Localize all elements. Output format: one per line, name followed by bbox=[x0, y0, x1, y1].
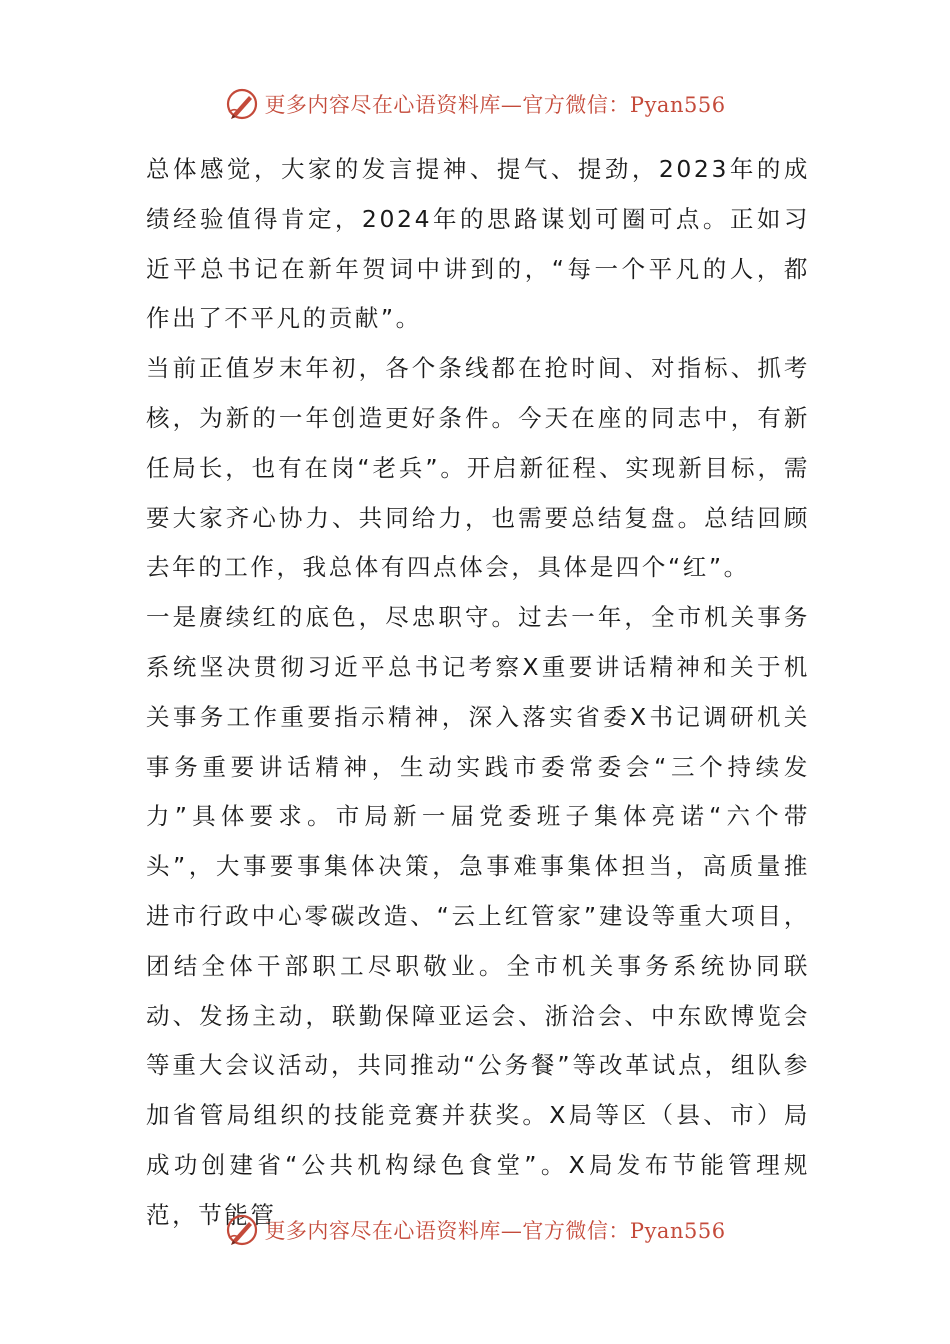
footer-watermark-banner bbox=[0, 1210, 950, 1250]
pen-logo-icon bbox=[224, 86, 260, 122]
document-body bbox=[146, 145, 810, 1241]
header-watermark-banner bbox=[0, 84, 950, 124]
paragraph: 当前正值岁末年初，各个条线都在抢时间、对指标、抓考核，为新的一年创造更好条件。今天在座的同志中，有新任局长，也有在岗“老兵”。开启新征程、实现新目标，需要大家齐心协力、共同给力，也需要总结复盘。总结回顾去年的工作，我总体有四点体会，具体是四个“红”。 bbox=[146, 354, 810, 582]
watermark-text: 更多内容尽在心语资料库—官方微信：Pyan556 bbox=[264, 1219, 726, 1243]
pen-logo-icon bbox=[224, 1212, 260, 1248]
paragraph: 一是赓续红的底色，尽忠职守。过去一年，全市机关事务系统坚决贯彻习近平总书记考察X重要讲话精神和关于机关事务工作重要指示精神，深入落实省委X书记调研机关事务重要讲话精神，生动实践市委常委会“三个持续发力”具体要求。市局新一届党委班子集体亮诺“六个带头”，大事要事集体决策，急事难事集体担当，高质量推进市行政中心零碳改造、“云上红管家”建设等重大项目，团结全体干部职工尽职敬业。全市机关事务系统协同联动、发扬主动，联勤保障亚运会、浙洽会、中东欧博览会等重大会议活动，共同推动“公务餐”等改革试点，组队参加省管局组织的技能竞赛并获奖。X局等区（县、市）局成功创建省“公共机构绿色食堂”。X局发布节能管理规范，节能管 bbox=[146, 603, 810, 1229]
watermark-text: 更多内容尽在心语资料库—官方微信：Pyan556 bbox=[264, 93, 726, 117]
paragraph: 总体感觉，大家的发言提神、提气、提劲，2023年的成绩经验值得肯定，2024年的思路谋划可圈可点。正如习近平总书记在新年贺词中讲到的，“每一个平凡的人，都作出了不平凡的贡献”。 bbox=[146, 155, 810, 333]
